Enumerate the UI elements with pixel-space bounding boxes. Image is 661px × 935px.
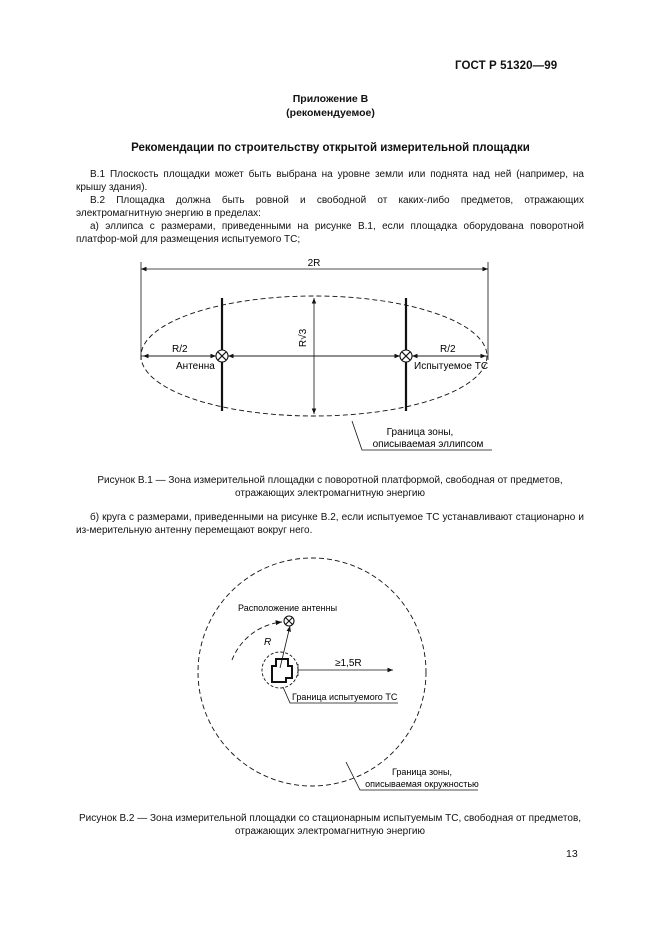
- zone-boundary-label-line2: описываемая окружностью: [365, 779, 479, 789]
- figure2-caption-line1: Рисунок В.2 — Зона измерительной площадки со стационарным испытуемым ТС, свободная от предметов,: [78, 813, 582, 824]
- page-number: 13: [566, 848, 578, 860]
- zone-circle-boundary: [198, 558, 426, 786]
- dimension-r2-right-label: R/2: [440, 344, 456, 355]
- appendix-status: (рекомендуемое): [286, 107, 375, 119]
- antenna-cross-icon: [216, 350, 228, 362]
- figure-circle: [0, 555, 661, 800]
- boundary-label-line1: Граница зоны,: [386, 427, 454, 438]
- dimension-r2-left-label: R/2: [172, 344, 188, 355]
- figure2-caption: [40, 812, 620, 838]
- figure2-caption-line2: отражающих электромагнитную энергию: [235, 826, 425, 837]
- section-heading: Рекомендации по строительству открытой измерительной площадки: [131, 142, 530, 154]
- radius-label: R: [264, 637, 272, 648]
- appendix-label: Приложение В: [292, 93, 369, 105]
- eut-outline-icon: [272, 659, 292, 682]
- figure1-caption-line2: отражающих электромагнитную энергию: [235, 488, 425, 499]
- dimension-2r-label: 2R: [307, 258, 321, 269]
- eut-cross-icon: [400, 350, 412, 362]
- figure1-caption: [40, 474, 620, 500]
- figure-ellipse: [0, 250, 661, 465]
- figure1-caption-line1: Рисунок В.1 — Зона измерительной площадки с поворотной платформой, свободная от предметов,: [97, 475, 563, 486]
- paragraph-a: а) эллипса с размерами, приведенными на рисунке В.1, если площадка оборудована поворотной платфор-мой для размещения испытуемого ТС;: [76, 221, 584, 245]
- antenna-label: Антенна: [176, 361, 215, 372]
- dimension-r-sqrt3-label: R√3: [298, 328, 309, 348]
- appendix-title: [0, 92, 661, 120]
- eut-label: Испытуемое ТС: [414, 361, 489, 372]
- rotation-arc: [232, 622, 282, 660]
- antenna-position-icon: [284, 616, 294, 626]
- standard-number: ГОСТ Р 51320—99: [455, 60, 558, 72]
- paragraph-b2: В.2 Площадка должна быть ровной и свободной от каких-либо предметов, отражающих электромагнитную энергию в пределах:: [76, 195, 584, 219]
- dimension-1-5r-label: ≥1,5R: [335, 658, 362, 669]
- boundary-label-line2: описываемая эллипсом: [372, 439, 484, 450]
- paragraph-b1: В.1 Плоскость площадки может быть выбрана на уровне земли или поднята над ней (например, на крышу здания).: [76, 169, 584, 193]
- antenna-position-label: Расположение антенны: [238, 603, 338, 613]
- zone-boundary-label-line1: Граница зоны,: [391, 767, 453, 777]
- paragraph-b: б) круга с размерами, приведенными на рисунке В.2, если испытуемое ТС устанавливают стационарно и из-мерительную антенну перемещают вокруг него.: [76, 512, 584, 536]
- eut-boundary-label: Граница испытуемого ТС: [292, 692, 398, 702]
